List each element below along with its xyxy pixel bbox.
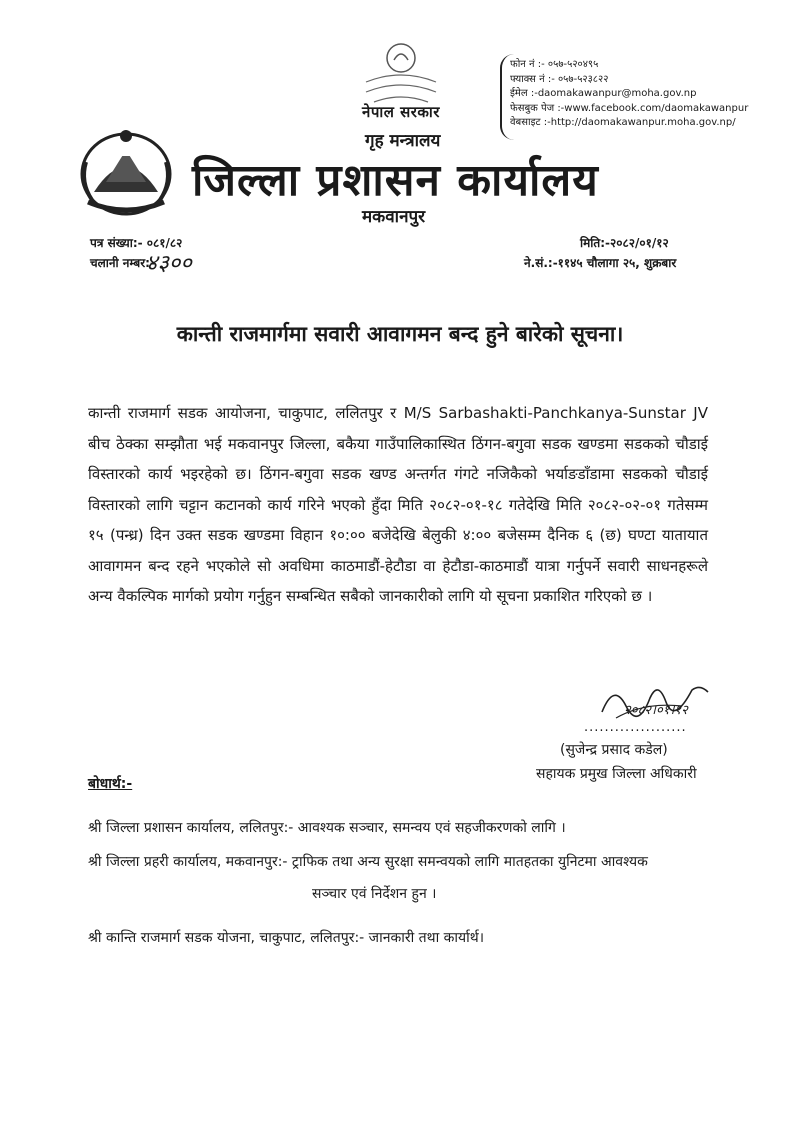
office-title: जिल्ला प्रशासन कार्यालय [192,155,599,206]
contact-website: वेबसाइट :-http://daomakawanpur.moha.gov.np/ [510,117,736,128]
dispatch-label: चलानी नम्बर:- [90,256,155,270]
cc-item: श्री जिल्ला प्रशासन कार्यालय, ललितपुर:- आवश्यक सञ्चार, समन्वय एवं सहजीकरणको लागि । [88,820,566,836]
ministry-name: गृह मन्त्रालय [365,131,441,151]
cc-item-continuation: सञ्चार एवं निर्देशन हुन । [312,886,437,902]
cc-item: श्री कान्ति राजमार्ग सडक योजना, चाकुपाट, ललितपुर:- जानकारी तथा कार्यार्थ। [88,930,485,946]
signatory-title: सहायक प्रमुख जिल्ला अधिकारी [536,766,697,782]
nepal-emblem-icon [76,122,176,220]
bodharth-heading: बोधार्थ:- [88,776,133,792]
nepal-sambat-date: ने.सं.:-११४५ चौलागा २५, शुक्रबार [524,256,677,270]
district-name: मकवानपुर [362,207,426,227]
signature-date: २०८२।०१।१२ [624,703,688,718]
letter-number: पत्र संख्या:- ०८१/८२ [90,236,183,250]
notice-body: कान्ती राजमार्ग सडक आयोजना, चाकुपाट, ललितपुर र M/S Sarbashakti-Panchkanya-Sunstar JV बीच ठेक्का सम्झौता भई मकवानपुर जिल्ला, बकैया गाउँपालिकास्थित ठिंगन-बगुवा सडक खण्डमा सडकको चौडाई विस्तारको कार्य भइरहेको छ। ठिंगन-बगुवा सडक खण्ड अन्तर्गत गंगटे नजिकैको भर्याङडाँडामा सडकको चौडाई विस्तारको लागि चट्टान कटानको कार्य गरिने भएको हुँदा मिति २०८२-०१-१८ गतेदेखि मिति २०८२-०२-०१ गतेसम्म १५ (पन्ध्र) दिन उक्त सडक खण्डमा विहान १०:०० बजेदेखि बेलुकी ४:०० बजेसम्म दैनिक ६ (छ) घण्टा यातायात आवागमन बन्द रहने भएकोले सो अवधिमा काठमाडौं-हेटौडा वा हेटौडा-काठमाडौं यात्रा गर्नुपर्ने सवारी साधनहरूले अन्य वैकल्पिक मार्गको प्रयोग गर्नुहुन सम्बन्धित सबैको जानकारीको लागि यो सूचना प्रकाशित गरिएको छ । [88,404,708,605]
office-stamp-icon [360,38,442,108]
contact-fax: फ्याक्स नं :- ०५७-५२३८२२ [510,73,609,85]
notice-subject: कान्ती राजमार्गमा सवारी आवागमन बन्द हुने बारेको सूचना। [176,322,624,346]
cc-item: श्री जिल्ला प्रहरी कार्यालय, मकवानपुर:- ट्राफिक तथा अन्य सुरक्षा समन्वयको लागि मातहतका युनिटमा आवश्यक [88,854,648,870]
contact-phone: फोन नं :- ०५७-५२०४९५ [510,59,599,70]
contact-facebook: फेसबुक पेज :-www.facebook.com/daomakawanpur [510,102,749,114]
signatory-name: (सुजेन्द्र प्रसाद कडेल) [560,742,668,758]
signature-line: .................... [584,720,687,735]
contact-info [510,58,748,131]
letter-date: मिति:-२०८२/०१/१२ [580,236,669,250]
government-name: नेपाल सरकार [362,103,440,121]
dispatch-number: ४३०० [146,251,192,276]
contact-email: ईमेल :-daomakawanpur@moha.gov.np [510,88,697,99]
